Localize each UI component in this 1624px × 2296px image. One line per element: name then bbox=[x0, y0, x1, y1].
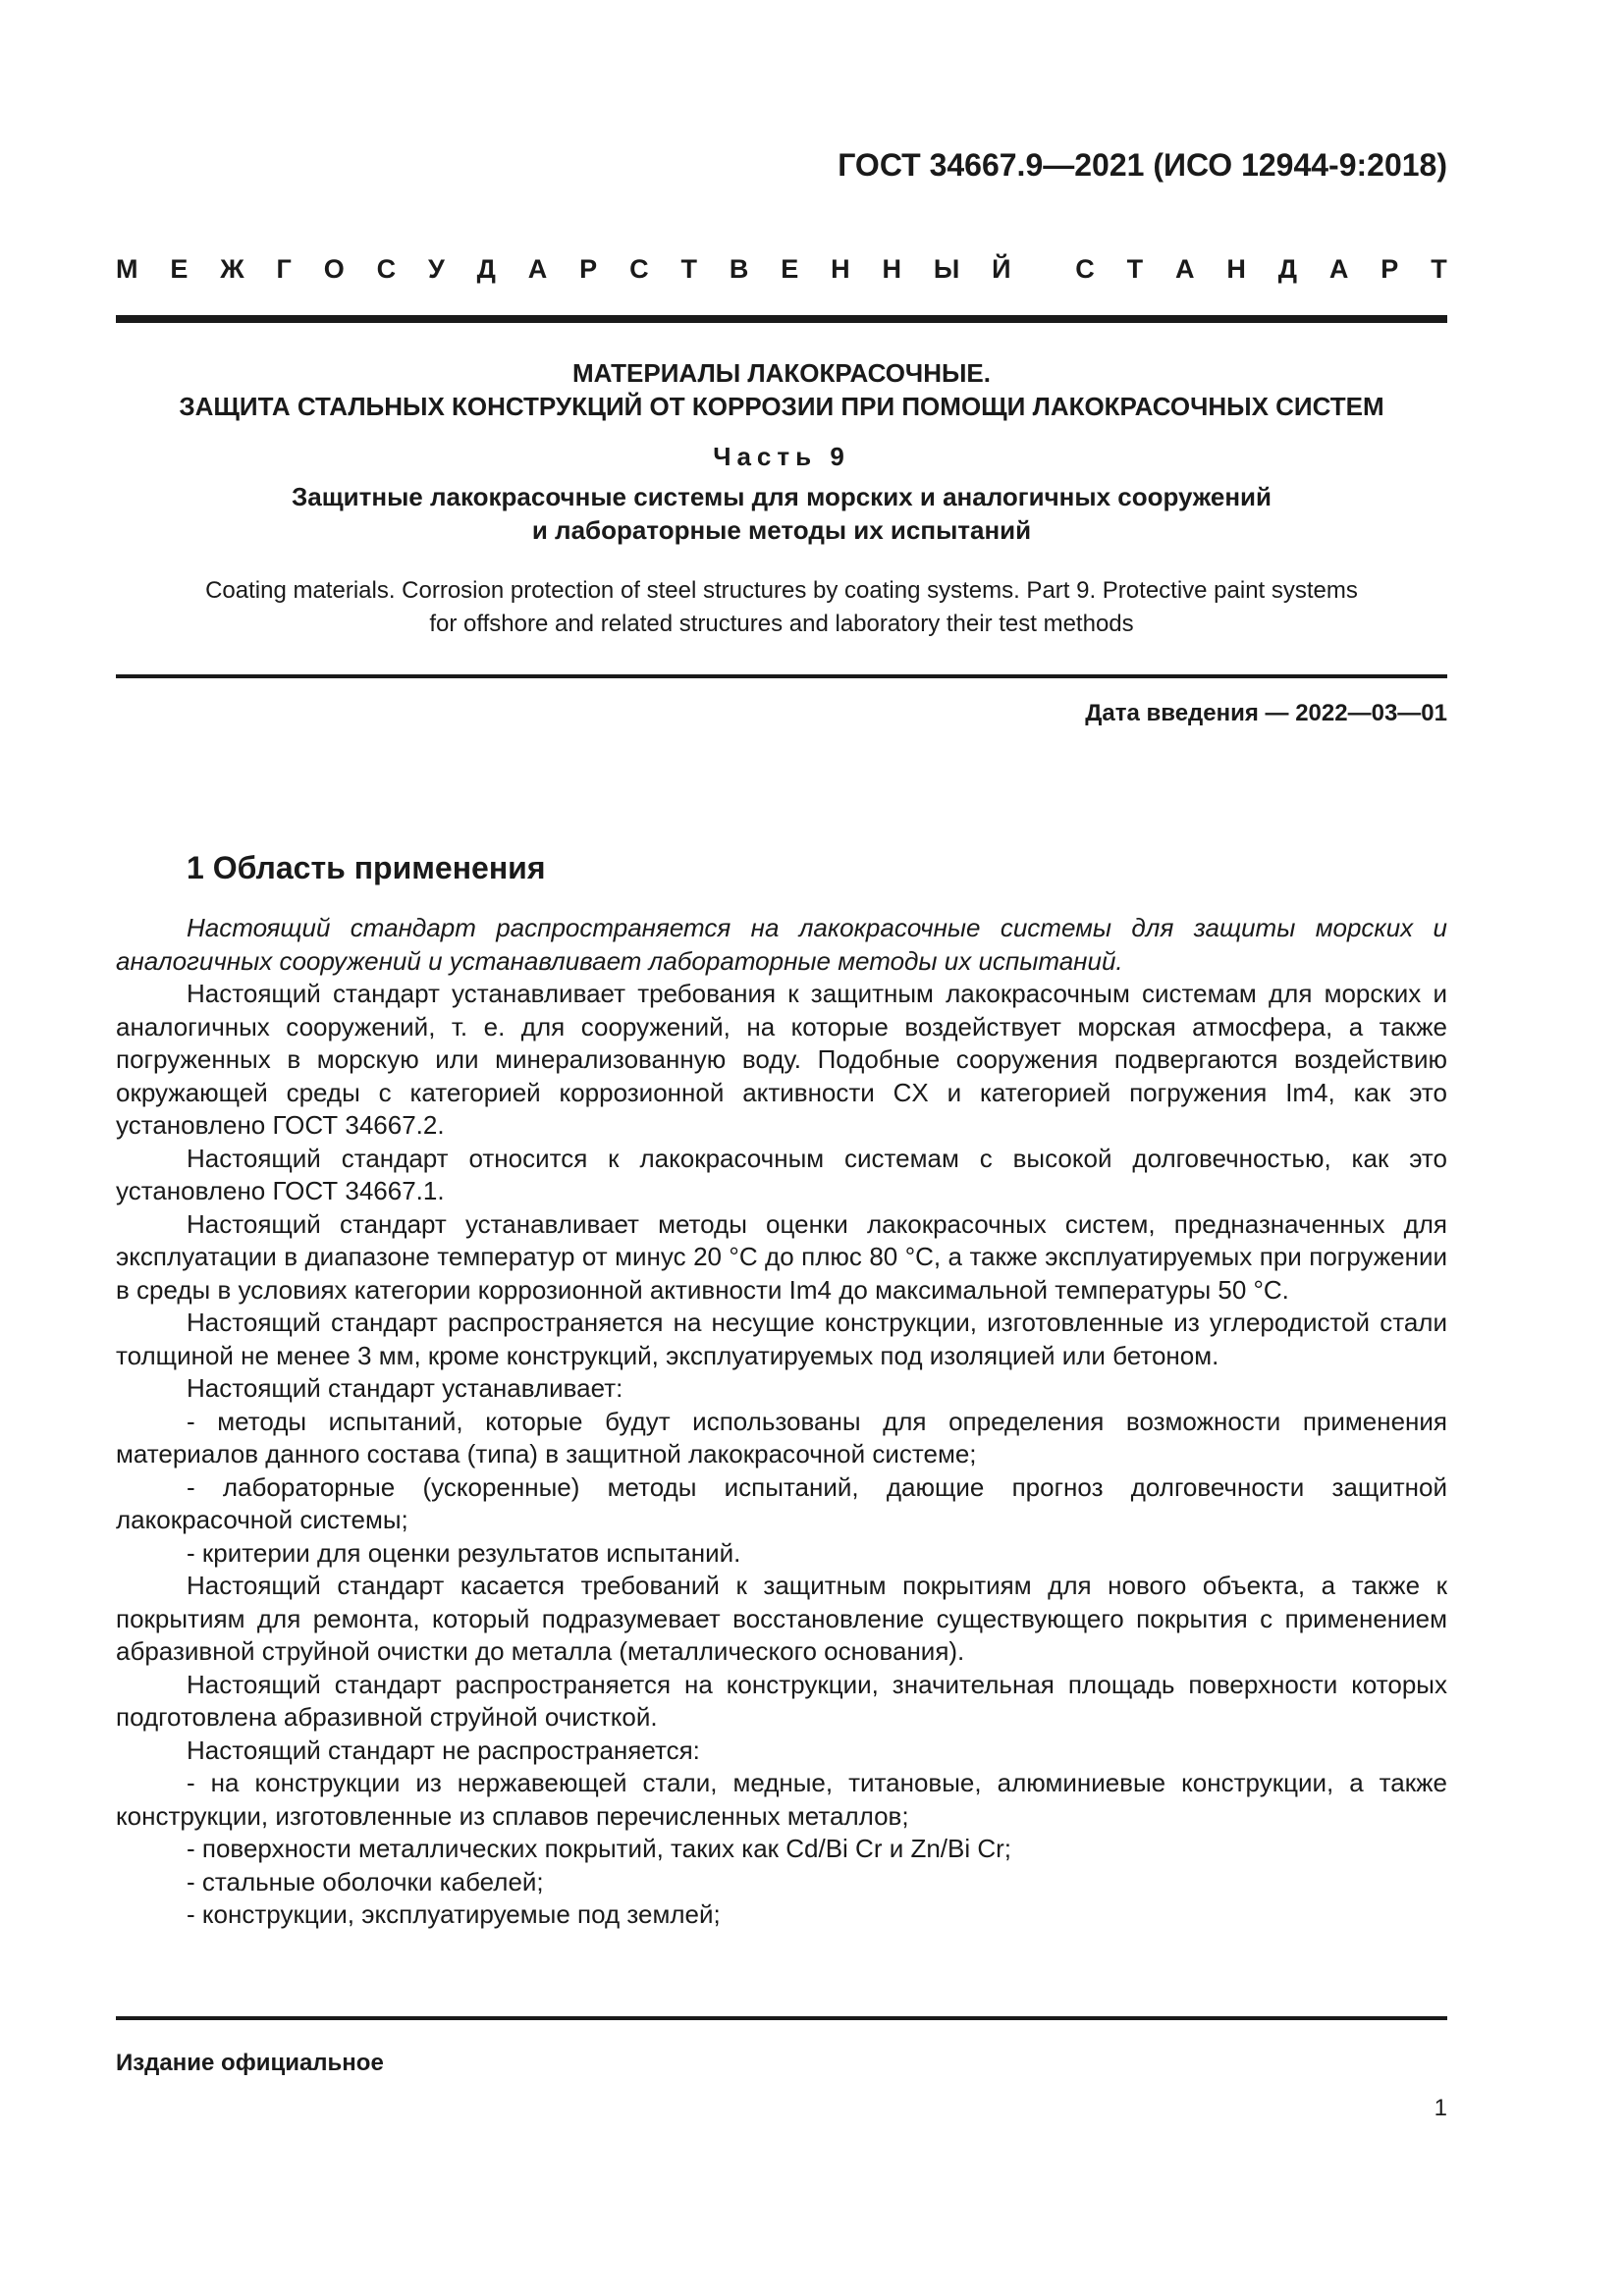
category-letter: Р bbox=[579, 254, 598, 284]
edition-label: Издание официальное bbox=[116, 2050, 384, 2076]
category-letter: Т bbox=[1431, 254, 1447, 284]
category-letter: Д bbox=[476, 254, 496, 284]
title-line-1: МАТЕРИАЛЫ ЛАКОКРАСОЧНЫЕ. bbox=[572, 358, 991, 388]
page-number: 1 bbox=[1434, 2095, 1447, 2121]
paragraph: Настоящий стандарт касается требований к защитным покрытиям для нового объекта, а также к покрытиям для ремонта, который подразумевает восстановление существующего покрытия с применением абразивной струйной очистки до металла (металлического основания). bbox=[116, 1571, 1447, 1666]
category-letter: С bbox=[629, 254, 649, 284]
category-letter: Г bbox=[276, 254, 292, 284]
paragraph: Настоящий стандарт распространяется на лакокрасочные системы для защиты морских и аналогичных сооружений и устанавливает лабораторные методы их испытаний. bbox=[116, 913, 1447, 976]
category-letter: Й bbox=[992, 254, 1011, 284]
list-item: - критерии для оценки результатов испытаний. bbox=[187, 1537, 741, 1568]
introduction-date: Дата введения — 2022—03—01 bbox=[1085, 700, 1447, 726]
list-item: - поверхности металлических покрытий, таких как Cd/Bi Cr и Zn/Bi Cr; bbox=[187, 1834, 1012, 1863]
standard-category bbox=[116, 254, 1447, 285]
paragraph: Настоящий стандарт относится к лакокрасочным системам с высокой долговечностью, как это установлено ГОСТ 34667.1. bbox=[116, 1143, 1447, 1205]
list-item: - стальные оболочки кабелей; bbox=[187, 1866, 544, 1896]
footer-divider bbox=[116, 2016, 1447, 2020]
header-divider bbox=[116, 315, 1447, 323]
list-item: - на конструкции из нержавеющей стали, медные, титановые, алюминиевые конструкции, а также конструкции, изготовленные из сплавов перечисленных металлов; bbox=[116, 1768, 1447, 1831]
english-title-line-2: for offshore and related structures and laboratory their test methods bbox=[429, 611, 1134, 637]
category-letter: О bbox=[323, 254, 345, 284]
subtitle-line-2: и лабораторные методы их испытаний bbox=[531, 515, 1032, 545]
list-item: - конструкции, эксплуатируемые под землей; bbox=[187, 1899, 721, 1929]
category-letter: Ж bbox=[220, 254, 244, 284]
category-letter: А bbox=[527, 254, 548, 284]
subtitle-line-1: Защитные лакокрасочные системы для морских и аналогичных сооружений bbox=[291, 482, 1272, 511]
list-item: - методы испытаний, которые будут использованы для определения возможности применения материалов данного состава (типа) в защитной лакокрасочной системе; bbox=[116, 1406, 1447, 1468]
category-letter: С bbox=[1075, 254, 1095, 284]
category-letter: В bbox=[729, 254, 749, 284]
category-letter: Н bbox=[882, 254, 901, 284]
category-letter: Ы bbox=[933, 254, 960, 284]
category-letter: У bbox=[428, 254, 445, 284]
title-line-2: ЗАЩИТА СТАЛЬНЫХ КОНСТРУКЦИЙ ОТ КОРРОЗИИ ПРИ ПОМОЩИ ЛАКОКРАСОЧНЫХ СИСТЕМ bbox=[179, 392, 1384, 421]
category-letter: Н bbox=[1226, 254, 1246, 284]
category-letter: Т bbox=[1126, 254, 1144, 284]
paragraph: Настоящий стандарт устанавливает методы оценки лакокрасочных систем, предназначенных для эксплуатации в диапазоне температур от минус 20 °C до плюс 80 °C, а также эксплуатируемых при погружении в среды в условиях категории коррозионной активности Im4 до максимальной температуры 50 °C. bbox=[116, 1208, 1447, 1305]
category-letter: Е bbox=[781, 254, 799, 284]
english-title-line-1: Coating materials. Corrosion protection of steel structures by coating systems. Part 9. Protective paint systems bbox=[205, 577, 1358, 604]
category-letter: Т bbox=[680, 254, 697, 284]
standard-code: ГОСТ 34667.9—2021 (ИСО 12944-9:2018) bbox=[838, 147, 1447, 183]
category-letter: Д bbox=[1277, 254, 1298, 284]
paragraph: Настоящий стандарт устанавливает требования к защитным лакокрасочным системам для морских и аналогичных сооружений, т. е. для сооружений, на которые воздействует морская атмосфера, а также погруженных в морскую или минерализованную воду. Подобные сооружения подвергаются воздействию окружающей среды с категорией коррозионной активности CX и категорией погружения Im4, как это установлено ГОСТ 34667.2. bbox=[116, 979, 1447, 1140]
category-letter: М bbox=[116, 254, 138, 284]
part-number: Часть 9 bbox=[713, 442, 850, 471]
category-letter: Е bbox=[170, 254, 189, 284]
paragraph: Настоящий стандарт распространяется на несущие конструкции, изготовленные из углеродистой стали толщиной не менее 3 мм, кроме конструкций, эксплуатируемых под изоляцией или бетоном. bbox=[116, 1308, 1447, 1370]
category-letter: Р bbox=[1380, 254, 1399, 284]
category-letter: А bbox=[1175, 254, 1195, 284]
title-divider bbox=[116, 674, 1447, 678]
paragraph: Настоящий стандарт распространяется на конструкции, значительная площадь поверхности которых подготовлена абразивной струйной очисткой. bbox=[116, 1669, 1447, 1732]
category-letter: С bbox=[376, 254, 397, 284]
section-body bbox=[116, 912, 1447, 1932]
category-letter: А bbox=[1328, 254, 1349, 284]
paragraph: Настоящий стандарт устанавливает: bbox=[187, 1373, 623, 1403]
paragraph: Настоящий стандарт не распространяется: bbox=[187, 1735, 700, 1765]
category-letter: Н bbox=[831, 254, 850, 284]
section-heading: 1 Область применения bbox=[187, 850, 546, 885]
list-item: - лабораторные (ускоренные) методы испытаний, дающие прогноз долговечности защитной лакокрасочной системы; bbox=[116, 1471, 1447, 1534]
